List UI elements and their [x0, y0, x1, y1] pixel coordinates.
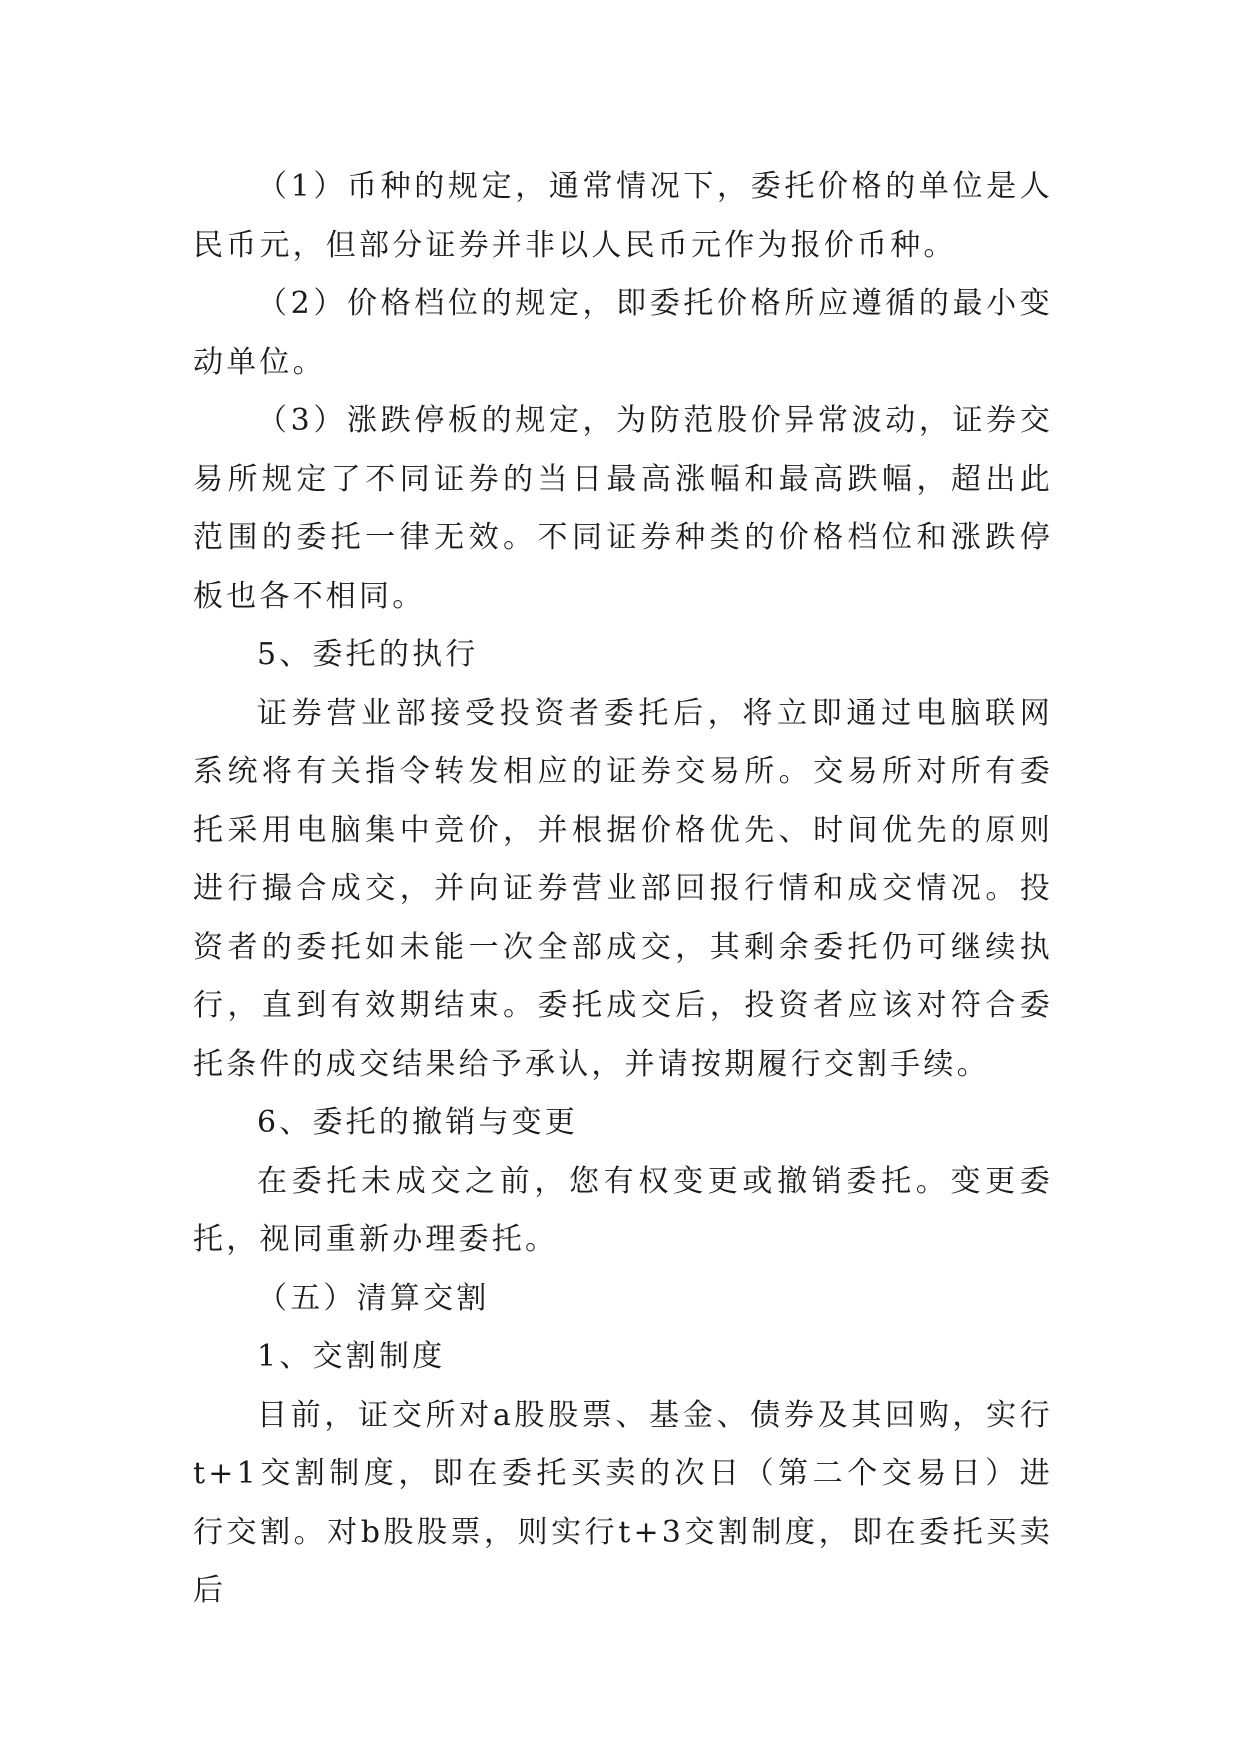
document-body: [193, 158, 1053, 1621]
paragraph-price-tick-rule: （2）价格档位的规定，即委托价格所应遵循的最小变动单位。: [193, 286, 1053, 380]
heading-settlement-system: 1、交割制度: [257, 1339, 446, 1374]
heading-order-execution: 5、委托的执行: [257, 637, 479, 672]
paragraph-price-limit-rule: （3）涨跌停板的规定，为防范股价异常波动，证券交易所规定了不同证券的当日最高涨幅和最高跌幅，超出此范围的委托一律无效。不同证券种类的价格档位和涨跌停板也各不相同。: [193, 403, 1053, 614]
paragraph-order-cancel-change: 在委托未成交之前，您有权变更或撤销委托。变更委托，视同重新办理委托。: [193, 1163, 1053, 1257]
paragraph-settlement-system: 目前，证交所对a股股票、基金、债券及其回购，实行t+1交割制度，即在委托买卖的次日（第二个交易日）进行交割。对b股股票，则实行t+3交割制度，即在委托买卖后: [193, 1397, 1053, 1608]
heading-order-cancel-change: 6、委托的撤销与变更: [257, 1105, 579, 1140]
heading-clearing-settlement: （五）清算交割: [257, 1280, 490, 1316]
paragraph-currency-rule: （1）币种的规定，通常情况下，委托价格的单位是人民币元，但部分证券并非以人民币元作为报价币种。: [193, 169, 1053, 263]
paragraph-order-execution: 证券营业部接受投资者委托后，将立即通过电脑联网系统将有关指令转发相应的证券交易所。交易所对所有委托采用电脑集中竞价，并根据价格优先、时间优先的原则进行撮合成交，并向证券营业部回报行情和成交情况。投资者的委托如未能一次全部成交，其剩余委托仍可继续执行，直到有效期结束。委托成交后，投资者应该对符合委托条件的成交结果给予承认，并请按期履行交割手续。: [193, 695, 1053, 1082]
